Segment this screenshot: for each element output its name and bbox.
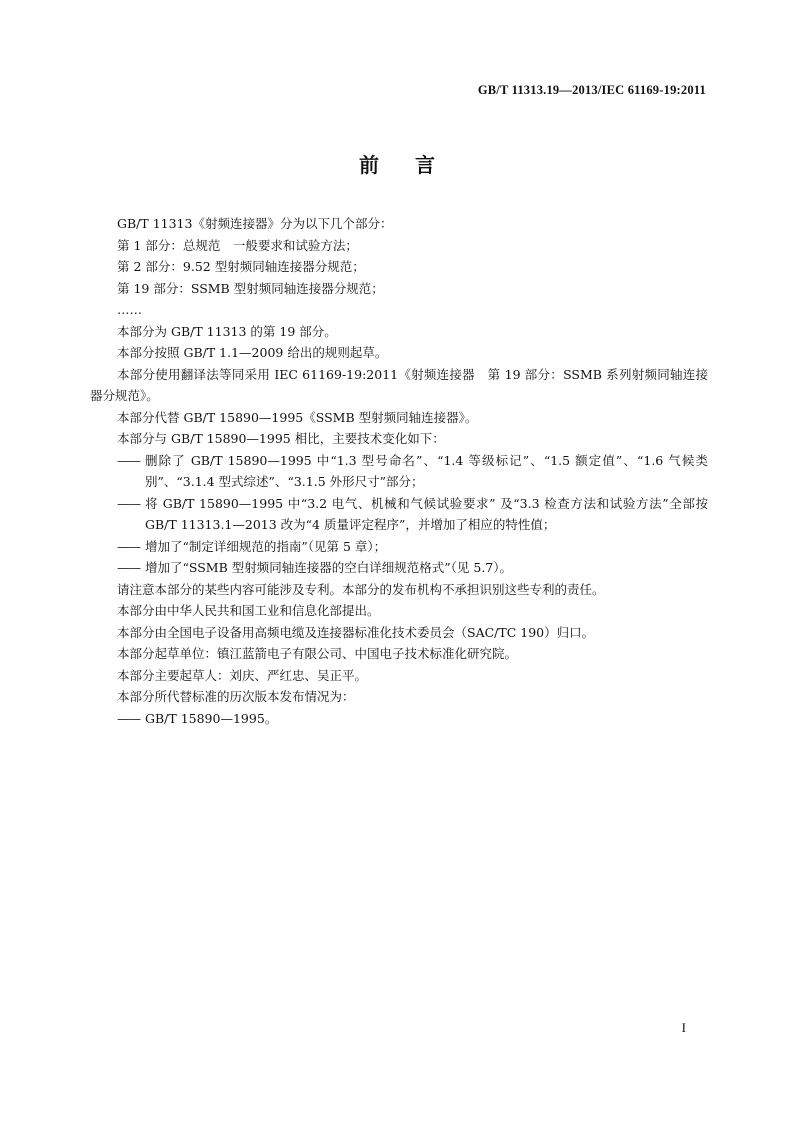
replacement-statement: 本部分代替 GB/T 15890—1995《SSMB 型射频同轴连接器》。 bbox=[117, 409, 478, 425]
committee-statement: 本部分由全国电子设备用高频电缆及连接器标准化技术委员会（SAC/TC 190）归口。 bbox=[117, 624, 595, 640]
change-item bbox=[90, 493, 708, 536]
drafting-rule-statement: 本部分按照 GB/T 1.1—2009 给出的规则起草。 bbox=[117, 345, 388, 360]
page-number: I bbox=[681, 1020, 686, 1035]
history-intro: 本部分所代替标准的历次版本发布情况为： bbox=[117, 689, 355, 704]
change-item-text: 增加了“SSMB 型射频同轴连接器的空白详细规范格式”（见 5.7）。 bbox=[145, 560, 512, 575]
part-list-item: 第 19 部分：SSMB 型射频同轴连接器分规范； bbox=[117, 280, 384, 296]
change-item bbox=[90, 557, 708, 579]
ellipsis-line: …… bbox=[117, 302, 142, 317]
dash-mark: —— bbox=[117, 560, 140, 575]
change-item bbox=[90, 536, 708, 558]
adoption-statement: 本部分使用翻译法等同采用 IEC 61169-19:2011《射频连接器 第 19 部分：SSMB 系列射频同轴连接器分规范》。 bbox=[90, 366, 708, 403]
change-item bbox=[90, 450, 708, 493]
standard-code-header: GB/T 11313.19—2013/IEC 61169-19:2011 bbox=[477, 83, 706, 97]
history-item bbox=[90, 708, 708, 730]
patent-notice: 请注意本部分的某些内容可能涉及专利。本部分的发布机构不承担识别这些专利的责任。 bbox=[117, 581, 605, 597]
part-statement: 本部分为 GB/T 11313 的第 19 部分。 bbox=[117, 323, 337, 339]
dash-mark: —— bbox=[117, 452, 140, 468]
change-item-text: 增加了“制定详细规范的指南”（见第 5 章）； bbox=[145, 538, 387, 554]
dash-mark: —— bbox=[117, 710, 140, 726]
intro-paragraph: GB/T 11313《射频连接器》分为以下几个部分： bbox=[117, 216, 393, 231]
page-title: 前言 bbox=[359, 153, 471, 177]
part-list-item: 第 1 部分：总规范 一般要求和试验方法； bbox=[117, 237, 358, 253]
drafters: 本部分主要起草人：刘庆、严红忠、吴正平。 bbox=[117, 667, 368, 683]
proposer-statement: 本部分由中华人民共和国工业和信息化部提出。 bbox=[117, 603, 380, 618]
change-item-text: 删除了 GB/T 15890—1995 中“1.3 型号命名”、“1.4 等级标记”、“1.5 额定值”、“1.6 气候类别”、“3.1.4 型式综述”、“3.1.5 外形尺寸”部分； bbox=[145, 452, 708, 489]
drafting-units: 本部分起草单位：镇江蓝箭电子有限公司、中国电子技术标准化研究院。 bbox=[117, 646, 518, 661]
changes-intro: 本部分与 GB/T 15890—1995 相比，主要技术变化如下： bbox=[117, 431, 445, 446]
change-item-text: 将 GB/T 15890—1995 中“3.2 电气、机械和气候试验要求” 及“3.3 检查方法和试验方法”全部按 GB/T 11313.1—2013 改为“4 质量评定程序”，并增加了相应的特性值； bbox=[145, 495, 708, 532]
foreword-body bbox=[90, 213, 708, 729]
dash-mark: —— bbox=[117, 495, 140, 511]
part-list-item: 第 2 部分：9.52 型射频同轴连接器分规范； bbox=[117, 259, 365, 274]
history-item-text: GB/T 15890—1995。 bbox=[145, 710, 278, 726]
dash-mark: —— bbox=[117, 538, 140, 554]
